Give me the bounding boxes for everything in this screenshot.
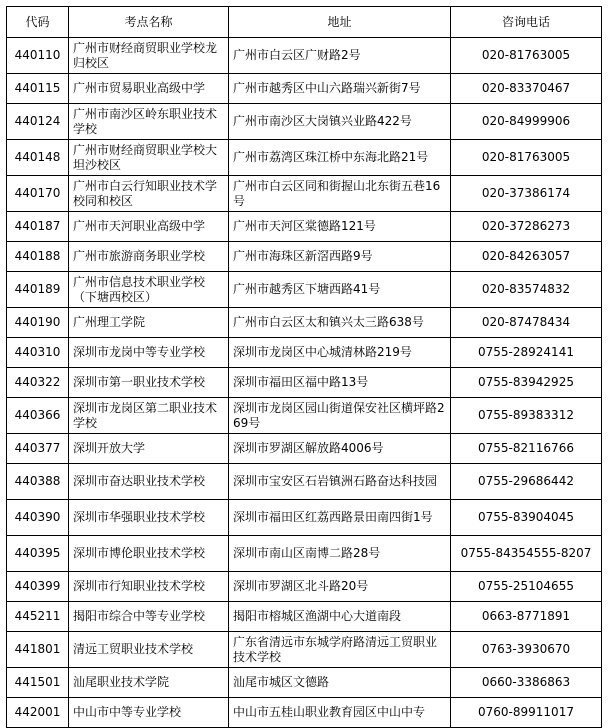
table-row (7, 434, 602, 464)
header-name: 考点名称 (69, 7, 229, 38)
header-phone: 咨询电话 (451, 7, 602, 38)
phone-cell: 020-84999906 (451, 104, 602, 140)
table-row (7, 398, 602, 434)
address-cell: 广州市南沙区大岗镇兴业路422号 (229, 104, 451, 140)
address-cell: 广州市白云区太和镇兴太三路638号 (229, 308, 451, 338)
code-cell: 440170 (7, 176, 69, 212)
table-row (7, 368, 602, 398)
name-cell: 广州市财经商贸职业学校龙归校区 (69, 38, 229, 74)
phone-cell: 0755-83942925 (451, 368, 602, 398)
phone-cell: 0760-89911017 (451, 698, 602, 728)
phone-cell: 0755-83904045 (451, 500, 602, 536)
address-cell: 广州市白云区同和街握山北东街五巷16号 (229, 176, 451, 212)
name-cell: 深圳市龙岗中等专业学校 (69, 338, 229, 368)
phone-cell: 020-84263057 (451, 242, 602, 272)
header-row (7, 7, 602, 38)
header-address: 地址 (229, 7, 451, 38)
table-row (7, 74, 602, 104)
phone-cell: 020-83574832 (451, 272, 602, 308)
table-row (7, 572, 602, 602)
code-cell: 440190 (7, 308, 69, 338)
address-cell: 汕尾市城区文德路 (229, 668, 451, 698)
name-cell: 深圳市行知职业技术学校 (69, 572, 229, 602)
name-cell: 中山市中等专业学校 (69, 698, 229, 728)
table-row (7, 602, 602, 632)
phone-cell: 0755-89383312 (451, 398, 602, 434)
phone-cell: 0755-84354555-8207 (451, 536, 602, 572)
address-cell: 深圳市宝安区石岩镇洲石路奋达科技园 (229, 464, 451, 500)
address-cell: 深圳市福田区福中路13号 (229, 368, 451, 398)
phone-cell: 020-37286273 (451, 212, 602, 242)
name-cell: 深圳开放大学 (69, 434, 229, 464)
phone-cell: 0755-29686442 (451, 464, 602, 500)
phone-cell: 0755-25104655 (451, 572, 602, 602)
address-cell: 广州市越秀区中山六路瑞兴新街7号 (229, 74, 451, 104)
phone-cell: 0663-8771891 (451, 602, 602, 632)
code-cell: 440188 (7, 242, 69, 272)
address-cell: 广州市荔湾区珠江桥中东海北路21号 (229, 140, 451, 176)
name-cell: 揭阳市综合中等专业学校 (69, 602, 229, 632)
phone-cell: 020-81763005 (451, 140, 602, 176)
code-cell: 440115 (7, 74, 69, 104)
code-cell: 440366 (7, 398, 69, 434)
table-row (7, 500, 602, 536)
table-row (7, 176, 602, 212)
name-cell: 深圳市博伦职业技术学校 (69, 536, 229, 572)
code-cell: 440395 (7, 536, 69, 572)
code-cell: 440377 (7, 434, 69, 464)
table-row (7, 242, 602, 272)
name-cell: 广州理工学院 (69, 308, 229, 338)
address-cell: 广州市越秀区下塘西路41号 (229, 272, 451, 308)
name-cell: 广州市天河职业高级中学 (69, 212, 229, 242)
name-cell: 深圳市第一职业技术学校 (69, 368, 229, 398)
code-cell: 441501 (7, 668, 69, 698)
table-row (7, 668, 602, 698)
phone-cell: 020-37386174 (451, 176, 602, 212)
code-cell: 440388 (7, 464, 69, 500)
code-cell: 440110 (7, 38, 69, 74)
address-cell: 广州市海珠区新滘西路9号 (229, 242, 451, 272)
phone-cell: 020-83370467 (451, 74, 602, 104)
table-row (7, 698, 602, 728)
name-cell: 深圳市龙岗区第二职业技术学校 (69, 398, 229, 434)
phone-cell: 0755-82116766 (451, 434, 602, 464)
code-cell: 440148 (7, 140, 69, 176)
table-row (7, 338, 602, 368)
address-cell: 深圳市罗湖区解放路4006号 (229, 434, 451, 464)
name-cell: 深圳市华强职业技术学校 (69, 500, 229, 536)
address-cell: 深圳市南山区南博二路28号 (229, 536, 451, 572)
code-cell: 441801 (7, 632, 69, 668)
name-cell: 广州市财经商贸职业学校大坦沙校区 (69, 140, 229, 176)
code-cell: 440310 (7, 338, 69, 368)
address-cell: 深圳市龙岗区中心城清林路219号 (229, 338, 451, 368)
table-row (7, 212, 602, 242)
address-cell: 揭阳市榕城区渔湖中心大道南段 (229, 602, 451, 632)
code-cell: 440322 (7, 368, 69, 398)
code-cell: 442001 (7, 698, 69, 728)
address-cell: 深圳市罗湖区北斗路20号 (229, 572, 451, 602)
table-body (7, 38, 602, 728)
name-cell: 深圳市奋达职业技术学校 (69, 464, 229, 500)
address-cell: 广州市天河区棠德路121号 (229, 212, 451, 242)
name-cell: 广州市旅游商务职业学校 (69, 242, 229, 272)
address-cell: 广州市白云区广财路2号 (229, 38, 451, 74)
code-cell: 440390 (7, 500, 69, 536)
code-cell: 440189 (7, 272, 69, 308)
address-cell: 中山市五桂山职业教育园区中山中专 (229, 698, 451, 728)
table-row (7, 308, 602, 338)
code-cell: 440124 (7, 104, 69, 140)
phone-cell: 0755-28924141 (451, 338, 602, 368)
phone-cell: 0660-3386863 (451, 668, 602, 698)
phone-cell: 0763-3930670 (451, 632, 602, 668)
table-row (7, 536, 602, 572)
code-cell: 440187 (7, 212, 69, 242)
code-cell: 440399 (7, 572, 69, 602)
address-cell: 深圳市福田区红荔西路景田南四街1号 (229, 500, 451, 536)
address-cell: 深圳市龙岗区园山街道保安社区横坪路269号 (229, 398, 451, 434)
code-cell: 445211 (7, 602, 69, 632)
table-row (7, 38, 602, 74)
table-row (7, 272, 602, 308)
name-cell: 汕尾职业技术学院 (69, 668, 229, 698)
table-row (7, 104, 602, 140)
table-row (7, 140, 602, 176)
name-cell: 广州市信息技术职业学校（下塘西校区） (69, 272, 229, 308)
table-row (7, 464, 602, 500)
name-cell: 广州市白云行知职业技术学校同和校区 (69, 176, 229, 212)
name-cell: 广州市南沙区岭东职业技术学校 (69, 104, 229, 140)
phone-cell: 020-87478434 (451, 308, 602, 338)
exam-site-table (6, 6, 602, 728)
header-code: 代码 (7, 7, 69, 38)
name-cell: 广州市贸易职业高级中学 (69, 74, 229, 104)
address-cell: 广东省清远市东城学府路清远工贸职业技术学校 (229, 632, 451, 668)
name-cell: 清远工贸职业技术学校 (69, 632, 229, 668)
table-row (7, 632, 602, 668)
phone-cell: 020-81763005 (451, 38, 602, 74)
